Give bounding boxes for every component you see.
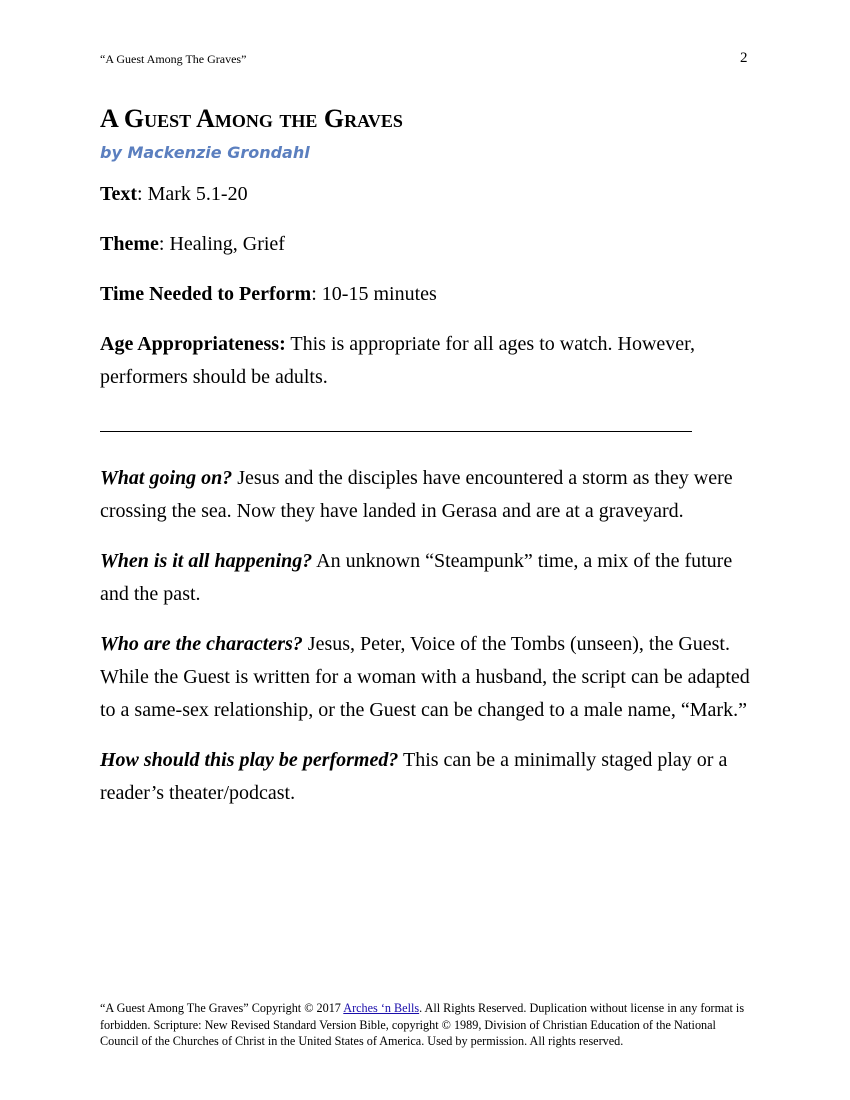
- qa-question: Who are the characters?: [100, 633, 303, 655]
- qa-question: What going on?: [100, 467, 233, 489]
- section-divider: [100, 431, 692, 432]
- page-number: 2: [740, 50, 748, 66]
- qa-answer: Jesus and the disciples have encountered a storm as they were crossing the sea. Now they have landed in Gerasa and are at a graveyard.: [100, 467, 733, 522]
- field-theme-value: : Healing, Grief: [158, 233, 285, 255]
- field-time-needed: [100, 278, 760, 311]
- field-time-label: Time Needed to Perform: [100, 283, 312, 305]
- qa-item: [100, 744, 760, 810]
- field-age-value: This is appropriate for all ages to watch. However, performers should be adults.: [100, 333, 696, 388]
- field-time-value: : 10-15 minutes: [311, 283, 437, 305]
- field-theme-label: Theme: [100, 233, 159, 255]
- footer-text-start: “A Guest Among The Graves” Copyright © 2017: [100, 1001, 344, 1015]
- copyright-footer: [100, 1000, 755, 1050]
- running-header-title: “A Guest Among The Graves”: [100, 52, 247, 66]
- document-body: [100, 100, 760, 810]
- qa-answer: An unknown “Steampunk” time, a mix of the future and the past.: [100, 550, 733, 605]
- qa-item: [100, 462, 760, 528]
- field-age-appropriateness: [100, 328, 760, 394]
- qa-item: [100, 628, 760, 727]
- qa-question: When is it all happening?: [100, 550, 313, 572]
- qa-item: [100, 545, 760, 611]
- qa-question: How should this play be performed?: [100, 749, 399, 771]
- field-text: [100, 178, 760, 211]
- qa-answer: Jesus, Peter, Voice of the Tombs (unseen), the Guest. While the Guest is written for a woman with a husband, the script can be adapted to a same-sex relationship, or the Guest can be changed to a male name, “Mark.”: [100, 633, 750, 721]
- field-text-label: Text: [100, 183, 138, 205]
- author-byline: by Mackenzie Grondahl: [100, 143, 310, 162]
- field-theme: [100, 228, 760, 261]
- field-age-label: Age Appropriateness:: [100, 333, 286, 355]
- qa-answer: This can be a minimally staged play or a reader’s theater/podcast.: [100, 749, 728, 804]
- footer-text-end: . All Rights Reserved. Duplication without license in any format is forbidden. Scripture: New Revised Standard Version Bible, copyright © 1989, Division of Christian Education of the National Council of the Churches of Christ in the United States of America. Used by permission. All rights reserved.: [100, 1001, 745, 1048]
- field-text-value: : Mark 5.1-20: [137, 183, 248, 205]
- document-title: A Guest Among the Graves: [100, 104, 403, 133]
- publisher-link[interactable]: Arches ‘n Bells: [343, 1001, 420, 1015]
